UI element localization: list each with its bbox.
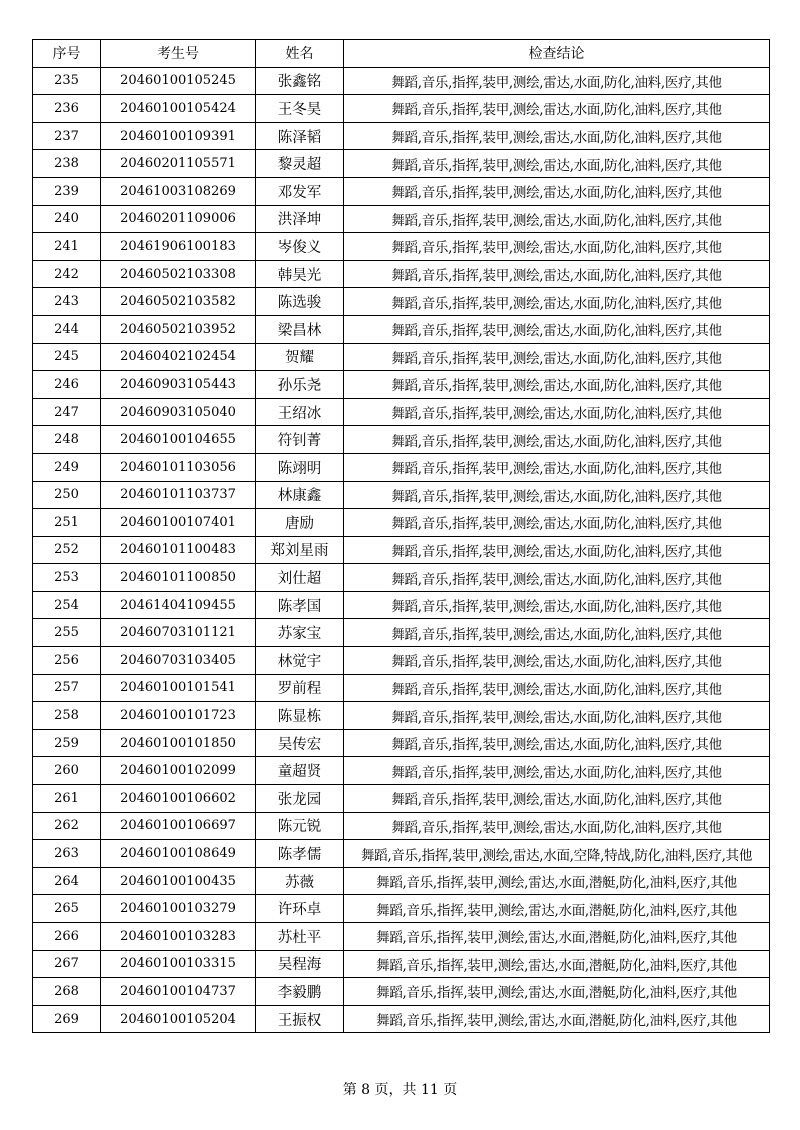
- cell-name: 张龙园: [256, 785, 344, 813]
- cell-name: 苏杜平: [256, 923, 344, 951]
- cell-seq: 256: [33, 647, 101, 675]
- cell-result: 舞蹈,音乐,指挥,装甲,测绘,雷达,水面,防化,油料,医疗,其他: [344, 371, 770, 399]
- table-row: [33, 371, 770, 399]
- cell-result: 舞蹈,音乐,指挥,装甲,测绘,雷达,水面,潜艇,防化,油料,医疗,其他: [344, 1005, 770, 1033]
- cell-exam-id: 20460502103582: [101, 288, 256, 316]
- table-row: [33, 481, 770, 509]
- cell-result: 舞蹈,音乐,指挥,装甲,测绘,雷达,水面,防化,油料,医疗,其他: [344, 647, 770, 675]
- cell-seq: 246: [33, 371, 101, 399]
- table-row: [33, 674, 770, 702]
- cell-exam-id: 20460100109391: [101, 122, 256, 150]
- cell-seq: 266: [33, 923, 101, 951]
- table-row: [33, 536, 770, 564]
- table-row: [33, 1005, 770, 1033]
- cell-name: 陈翊明: [256, 453, 344, 481]
- cell-seq: 260: [33, 757, 101, 785]
- cell-name: 林觉宇: [256, 647, 344, 675]
- cell-exam-id: 20460903105040: [101, 398, 256, 426]
- cell-name: 孙乐尧: [256, 371, 344, 399]
- cell-result: 舞蹈,音乐,指挥,装甲,测绘,雷达,水面,潜艇,防化,油料,医疗,其他: [344, 867, 770, 895]
- exam-results-table: [32, 39, 770, 1033]
- cell-name: 郑刘星雨: [256, 536, 344, 564]
- table-row: [33, 840, 770, 868]
- table-row: [33, 150, 770, 178]
- cell-result: 舞蹈,音乐,指挥,装甲,测绘,雷达,水面,防化,油料,医疗,其他: [344, 619, 770, 647]
- cell-result: 舞蹈,音乐,指挥,装甲,测绘,雷达,水面,防化,油料,医疗,其他: [344, 426, 770, 454]
- cell-name: 陈泽韬: [256, 122, 344, 150]
- cell-seq: 268: [33, 978, 101, 1006]
- cell-seq: 261: [33, 785, 101, 813]
- cell-name: 黎灵超: [256, 150, 344, 178]
- cell-exam-id: 20460502103308: [101, 260, 256, 288]
- cell-exam-id: 20460100104737: [101, 978, 256, 1006]
- table-row: [33, 426, 770, 454]
- table-row: [33, 177, 770, 205]
- cell-seq: 262: [33, 812, 101, 840]
- cell-name: 吴传宏: [256, 729, 344, 757]
- table-row: [33, 315, 770, 343]
- table-row: [33, 509, 770, 537]
- cell-result: 舞蹈,音乐,指挥,装甲,测绘,雷达,水面,防化,油料,医疗,其他: [344, 205, 770, 233]
- table-row: [33, 564, 770, 592]
- cell-seq: 245: [33, 343, 101, 371]
- cell-result: 舞蹈,音乐,指挥,装甲,测绘,雷达,水面,防化,油料,医疗,其他: [344, 591, 770, 619]
- cell-seq: 244: [33, 315, 101, 343]
- cell-seq: 254: [33, 591, 101, 619]
- cell-name: 张鑫铭: [256, 67, 344, 95]
- cell-result: 舞蹈,音乐,指挥,装甲,测绘,雷达,水面,防化,油料,医疗,其他: [344, 785, 770, 813]
- cell-result: 舞蹈,音乐,指挥,装甲,测绘,雷达,水面,防化,油料,医疗,其他: [344, 702, 770, 730]
- cell-exam-id: 20460100106697: [101, 812, 256, 840]
- cell-name: 陈显栋: [256, 702, 344, 730]
- table-row: [33, 950, 770, 978]
- cell-exam-id: 20460903105443: [101, 371, 256, 399]
- cell-name: 王振权: [256, 1005, 344, 1033]
- cell-result: 舞蹈,音乐,指挥,装甲,测绘,雷达,水面,防化,油料,医疗,其他: [344, 536, 770, 564]
- cell-result: 舞蹈,音乐,指挥,装甲,测绘,雷达,水面,防化,油料,医疗,其他: [344, 177, 770, 205]
- cell-result: 舞蹈,音乐,指挥,装甲,测绘,雷达,水面,防化,油料,医疗,其他: [344, 233, 770, 261]
- cell-seq: 248: [33, 426, 101, 454]
- cell-seq: 240: [33, 205, 101, 233]
- table-row: [33, 343, 770, 371]
- cell-result: 舞蹈,音乐,指挥,装甲,测绘,雷达,水面,空降,特战,防化,油料,医疗,其他: [344, 840, 770, 868]
- cell-exam-id: 20460100105424: [101, 95, 256, 123]
- cell-exam-id: 20460100100435: [101, 867, 256, 895]
- table-row: [33, 978, 770, 1006]
- cell-seq: 263: [33, 840, 101, 868]
- cell-exam-id: 20460703101121: [101, 619, 256, 647]
- cell-seq: 247: [33, 398, 101, 426]
- table-row: [33, 288, 770, 316]
- cell-seq: 259: [33, 729, 101, 757]
- table-row: [33, 619, 770, 647]
- table-row: [33, 591, 770, 619]
- cell-result: 舞蹈,音乐,指挥,装甲,测绘,雷达,水面,防化,油料,医疗,其他: [344, 288, 770, 316]
- table-row: [33, 785, 770, 813]
- cell-exam-id: 20460100102099: [101, 757, 256, 785]
- cell-exam-id: 20461404109455: [101, 591, 256, 619]
- table-row: [33, 260, 770, 288]
- cell-result: 舞蹈,音乐,指挥,装甲,测绘,雷达,水面,防化,油料,医疗,其他: [344, 757, 770, 785]
- table-row: [33, 729, 770, 757]
- table-row: [33, 67, 770, 95]
- cell-seq: 258: [33, 702, 101, 730]
- cell-exam-id: 20460100101723: [101, 702, 256, 730]
- cell-name: 梁昌林: [256, 315, 344, 343]
- cell-result: 舞蹈,音乐,指挥,装甲,测绘,雷达,水面,防化,油料,医疗,其他: [344, 398, 770, 426]
- cell-result: 舞蹈,音乐,指挥,装甲,测绘,雷达,水面,潜艇,防化,油料,医疗,其他: [344, 895, 770, 923]
- cell-result: 舞蹈,音乐,指挥,装甲,测绘,雷达,水面,防化,油料,医疗,其他: [344, 315, 770, 343]
- page-number: 第 8 页，共 11 页: [342, 1082, 458, 1098]
- table-row: [33, 702, 770, 730]
- cell-name: 符钊菁: [256, 426, 344, 454]
- table-body: [33, 67, 770, 1033]
- table-row: [33, 453, 770, 481]
- cell-name: 林康鑫: [256, 481, 344, 509]
- cell-exam-id: 20460100101850: [101, 729, 256, 757]
- cell-seq: 235: [33, 67, 101, 95]
- table-row: [33, 757, 770, 785]
- cell-seq: 239: [33, 177, 101, 205]
- cell-seq: 269: [33, 1005, 101, 1033]
- table-row: [33, 895, 770, 923]
- cell-exam-id: 20460100107401: [101, 509, 256, 537]
- cell-result: 舞蹈,音乐,指挥,装甲,测绘,雷达,水面,防化,油料,医疗,其他: [344, 150, 770, 178]
- cell-result: 舞蹈,音乐,指挥,装甲,测绘,雷达,水面,防化,油料,医疗,其他: [344, 729, 770, 757]
- cell-seq: 251: [33, 509, 101, 537]
- header-result: 检查结论: [344, 40, 770, 68]
- cell-name: 唐励: [256, 509, 344, 537]
- cell-name: 王冬昊: [256, 95, 344, 123]
- header-exam-id: 考生号: [101, 40, 256, 68]
- cell-exam-id: 20460703103405: [101, 647, 256, 675]
- cell-name: 苏薇: [256, 867, 344, 895]
- cell-name: 罗前程: [256, 674, 344, 702]
- cell-name: 洪泽坤: [256, 205, 344, 233]
- cell-result: 舞蹈,音乐,指挥,装甲,测绘,雷达,水面,防化,油料,医疗,其他: [344, 260, 770, 288]
- cell-exam-id: 20460100103279: [101, 895, 256, 923]
- cell-seq: 236: [33, 95, 101, 123]
- cell-seq: 267: [33, 950, 101, 978]
- cell-name: 邓发军: [256, 177, 344, 205]
- cell-seq: 264: [33, 867, 101, 895]
- cell-name: 苏家宝: [256, 619, 344, 647]
- cell-result: 舞蹈,音乐,指挥,装甲,测绘,雷达,水面,防化,油料,医疗,其他: [344, 343, 770, 371]
- table-row: [33, 812, 770, 840]
- cell-seq: 257: [33, 674, 101, 702]
- cell-seq: 265: [33, 895, 101, 923]
- cell-exam-id: 20460101103056: [101, 453, 256, 481]
- table-row: [33, 867, 770, 895]
- cell-result: 舞蹈,音乐,指挥,装甲,测绘,雷达,水面,防化,油料,医疗,其他: [344, 812, 770, 840]
- cell-name: 陈元锐: [256, 812, 344, 840]
- cell-result: 舞蹈,音乐,指挥,装甲,测绘,雷达,水面,防化,油料,医疗,其他: [344, 453, 770, 481]
- cell-seq: 249: [33, 453, 101, 481]
- table-row: [33, 122, 770, 150]
- table-row: [33, 95, 770, 123]
- cell-result: 舞蹈,音乐,指挥,装甲,测绘,雷达,水面,防化,油料,医疗,其他: [344, 122, 770, 150]
- cell-exam-id: 20460402102454: [101, 343, 256, 371]
- cell-seq: 242: [33, 260, 101, 288]
- cell-exam-id: 20460100103283: [101, 923, 256, 951]
- cell-name: 陈选骏: [256, 288, 344, 316]
- cell-exam-id: 20460100104655: [101, 426, 256, 454]
- header-seq: 序号: [33, 40, 101, 68]
- cell-exam-id: 20460100101541: [101, 674, 256, 702]
- table-row: [33, 647, 770, 675]
- cell-seq: 237: [33, 122, 101, 150]
- cell-exam-id: 20460100106602: [101, 785, 256, 813]
- cell-result: 舞蹈,音乐,指挥,装甲,测绘,雷达,水面,防化,油料,医疗,其他: [344, 95, 770, 123]
- cell-name: 李毅鹏: [256, 978, 344, 1006]
- cell-name: 陈孝国: [256, 591, 344, 619]
- cell-seq: 250: [33, 481, 101, 509]
- cell-exam-id: 20461906100183: [101, 233, 256, 261]
- cell-result: 舞蹈,音乐,指挥,装甲,测绘,雷达,水面,潜艇,防化,油料,医疗,其他: [344, 978, 770, 1006]
- cell-name: 韩昊光: [256, 260, 344, 288]
- table-row: [33, 233, 770, 261]
- cell-result: 舞蹈,音乐,指挥,装甲,测绘,雷达,水面,防化,油料,医疗,其他: [344, 509, 770, 537]
- cell-name: 岑俊义: [256, 233, 344, 261]
- cell-name: 吴程海: [256, 950, 344, 978]
- cell-exam-id: 20460100105245: [101, 67, 256, 95]
- cell-exam-id: 20460502103952: [101, 315, 256, 343]
- cell-name: 童超贤: [256, 757, 344, 785]
- cell-exam-id: 20460100103315: [101, 950, 256, 978]
- cell-exam-id: 20460201105571: [101, 150, 256, 178]
- cell-result: 舞蹈,音乐,指挥,装甲,测绘,雷达,水面,潜艇,防化,油料,医疗,其他: [344, 923, 770, 951]
- cell-seq: 255: [33, 619, 101, 647]
- cell-exam-id: 20460101100483: [101, 536, 256, 564]
- table-header-row: [33, 40, 770, 68]
- cell-result: 舞蹈,音乐,指挥,装甲,测绘,雷达,水面,防化,油料,医疗,其他: [344, 481, 770, 509]
- cell-name: 刘仕超: [256, 564, 344, 592]
- cell-exam-id: 20460100108649: [101, 840, 256, 868]
- cell-result: 舞蹈,音乐,指挥,装甲,测绘,雷达,水面,潜艇,防化,油料,医疗,其他: [344, 950, 770, 978]
- cell-seq: 252: [33, 536, 101, 564]
- cell-exam-id: 20460101100850: [101, 564, 256, 592]
- header-name: 姓名: [256, 40, 344, 68]
- table-row: [33, 205, 770, 233]
- cell-exam-id: 20460201109006: [101, 205, 256, 233]
- cell-result: 舞蹈,音乐,指挥,装甲,测绘,雷达,水面,防化,油料,医疗,其他: [344, 67, 770, 95]
- cell-seq: 241: [33, 233, 101, 261]
- table-row: [33, 923, 770, 951]
- cell-name: 陈孝儒: [256, 840, 344, 868]
- cell-result: 舞蹈,音乐,指挥,装甲,测绘,雷达,水面,防化,油料,医疗,其他: [344, 564, 770, 592]
- cell-exam-id: 20461003108269: [101, 177, 256, 205]
- cell-exam-id: 20460101103737: [101, 481, 256, 509]
- cell-name: 王绍冰: [256, 398, 344, 426]
- cell-exam-id: 20460100105204: [101, 1005, 256, 1033]
- cell-name: 许环卓: [256, 895, 344, 923]
- cell-result: 舞蹈,音乐,指挥,装甲,测绘,雷达,水面,防化,油料,医疗,其他: [344, 674, 770, 702]
- cell-seq: 253: [33, 564, 101, 592]
- cell-seq: 238: [33, 150, 101, 178]
- cell-seq: 243: [33, 288, 101, 316]
- table-row: [33, 398, 770, 426]
- cell-name: 贺耀: [256, 343, 344, 371]
